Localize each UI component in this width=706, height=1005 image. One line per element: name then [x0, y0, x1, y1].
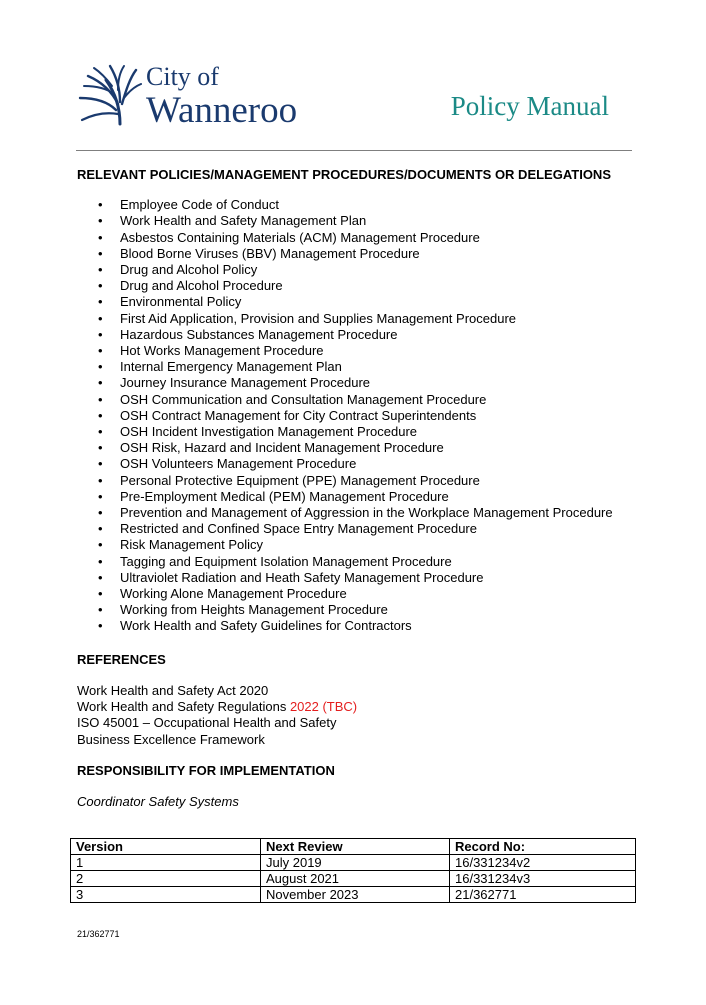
reference-item-text: Work Health and Safety Regulations [77, 699, 290, 715]
version-cell: 1 [71, 855, 261, 871]
bullet-icon: • [98, 229, 103, 245]
list-item [77, 197, 637, 213]
next-review-cell: November 2023 [261, 887, 450, 903]
footer-record-number: 21/362771 [77, 929, 120, 939]
policy-manual-title: Policy Manual [450, 91, 609, 121]
list-item-text: Risk Management Policy [120, 537, 264, 553]
bullet-icon: • [98, 472, 103, 488]
list-item [77, 278, 637, 294]
list-item-text: Working Alone Management Procedure [120, 586, 347, 602]
bullet-icon: • [98, 262, 103, 278]
list-item [77, 505, 637, 521]
list-item-text: Working from Heights Management Procedure [120, 602, 388, 618]
header-divider [76, 150, 632, 151]
bullet-icon: • [98, 359, 103, 375]
list-item-text: OSH Communication and Consultation Management Procedure [120, 391, 487, 407]
bullet-icon: • [98, 569, 103, 585]
list-item [77, 262, 637, 278]
list-item [77, 230, 637, 246]
column-header-record-no: Record No: [450, 839, 636, 855]
list-item-text: Employee Code of Conduct [120, 197, 279, 213]
responsibility-heading: RESPONSIBILITY FOR IMPLEMENTATION [77, 762, 335, 778]
bullet-icon: • [98, 424, 103, 440]
list-item [77, 359, 637, 375]
list-item [77, 424, 637, 440]
list-item-text: Prevention and Management of Aggression in the Workplace Management Procedure [120, 505, 613, 521]
bullet-icon: • [98, 294, 103, 310]
bullet-icon: • [98, 197, 103, 213]
bullet-icon: • [98, 537, 103, 553]
list-item-text: Tagging and Equipment Isolation Management Procedure [120, 553, 452, 569]
reference-item: ISO 45001 – Occupational Health and Safety [77, 715, 337, 731]
list-item-text: Drug and Alcohol Policy [120, 262, 258, 278]
reference-item: Business Excellence Framework [77, 731, 265, 747]
bullet-icon: • [98, 407, 103, 423]
list-item-text: OSH Risk, Hazard and Incident Management Procedure [120, 440, 444, 456]
bullet-icon: • [98, 375, 103, 391]
list-item [77, 343, 637, 359]
list-item [77, 537, 637, 553]
references-list [77, 683, 637, 748]
list-item [77, 473, 637, 489]
list-item-text: First Aid Application, Provision and Supplies Management Procedure [120, 310, 516, 326]
list-item [77, 618, 637, 634]
related-documents-heading: RELEVANT POLICIES/MANAGEMENT PROCEDURES/DOCUMENTS OR DELEGATIONS [77, 167, 611, 182]
reference-tbc-highlight: 2022 (TBC) [289, 699, 358, 715]
related-documents-list [77, 197, 637, 634]
next-review-cell: August 2021 [261, 871, 450, 887]
bullet-icon: • [98, 326, 103, 342]
record-no-cell: 16/331234v2 [450, 855, 636, 871]
list-item-text: Personal Protective Equipment (PPE) Management Procedure [120, 472, 480, 488]
list-item-text: Work Health and Safety Guidelines for Contractors [120, 618, 412, 634]
bullet-icon: • [98, 343, 103, 359]
bullet-icon: • [98, 213, 103, 229]
list-item [77, 246, 637, 262]
document-body [77, 167, 637, 810]
list-item [77, 456, 637, 472]
version-cell: 2 [71, 871, 261, 887]
list-item-text: OSH Incident Investigation Management Procedure [120, 424, 418, 440]
table-row [71, 887, 636, 903]
list-item-text: Hot Works Management Procedure [120, 343, 324, 359]
record-no-cell: 21/362771 [450, 887, 636, 903]
table-row [71, 855, 636, 871]
column-header-version: Version [71, 839, 261, 855]
version-cell: 3 [71, 887, 261, 903]
bullet-icon: • [98, 440, 103, 456]
references-heading: REFERENCES [77, 651, 166, 667]
list-item-text: Work Health and Safety Management Plan [120, 213, 367, 229]
table-row [71, 871, 636, 887]
list-item-text: Blood Borne Viruses (BBV) Management Procedure [120, 245, 420, 261]
list-item [77, 554, 637, 570]
bullet-icon: • [98, 521, 103, 537]
list-item-text: Environmental Policy [120, 294, 242, 310]
city-logo [76, 62, 326, 134]
bullet-icon: • [98, 278, 103, 294]
list-item-text: Ultraviolet Radiation and Heath Safety Management Procedure [120, 569, 484, 585]
list-item [77, 602, 637, 618]
list-item-text: Journey Insurance Management Procedure [120, 375, 371, 391]
column-header-next-review: Next Review [261, 839, 450, 855]
record-no-cell: 16/331234v3 [450, 871, 636, 887]
responsible-officer: Coordinator Safety Systems [77, 793, 239, 809]
bullet-icon: • [98, 245, 103, 261]
list-item-text: Asbestos Containing Materials (ACM) Management Procedure [120, 229, 480, 245]
list-item-text: Pre-Employment Medical (PEM) Management Procedure [120, 488, 449, 504]
list-item-text: OSH Volunteers Management Procedure [120, 456, 357, 472]
bullet-icon: • [98, 618, 103, 634]
bullet-icon: • [98, 391, 103, 407]
list-item [77, 489, 637, 505]
logo-line-wanneroo: Wanneroo [146, 90, 298, 131]
list-item-text: Hazardous Substances Management Procedure [120, 326, 398, 342]
bullet-icon: • [98, 488, 103, 504]
list-item-text: Drug and Alcohol Procedure [120, 278, 283, 294]
version-table-header-row [71, 839, 636, 855]
list-item-text: Restricted and Confined Space Entry Management Procedure [120, 521, 477, 537]
list-item [77, 375, 637, 391]
next-review-cell: July 2019 [261, 855, 450, 871]
bullet-icon: • [98, 553, 103, 569]
list-item [77, 408, 637, 424]
version-table [70, 838, 636, 903]
reference-item [77, 699, 637, 715]
list-item [77, 570, 637, 586]
bullet-icon: • [98, 602, 103, 618]
logo-line-city-of: City of [146, 62, 219, 91]
list-item [77, 586, 637, 602]
list-item [77, 311, 637, 327]
bullet-icon: • [98, 586, 103, 602]
reference-item: Work Health and Safety Act 2020 [77, 682, 269, 698]
bullet-icon: • [98, 505, 103, 521]
list-item [77, 213, 637, 229]
list-item-text: OSH Contract Management for City Contract Superintendents [120, 407, 477, 423]
list-item-text: Internal Emergency Management Plan [120, 359, 342, 375]
grass-tree-logo-icon [76, 64, 142, 126]
list-item [77, 521, 637, 537]
bullet-icon: • [98, 310, 103, 326]
list-item [77, 327, 637, 343]
list-item [77, 294, 637, 310]
list-item [77, 392, 637, 408]
list-item [77, 440, 637, 456]
bullet-icon: • [98, 456, 103, 472]
